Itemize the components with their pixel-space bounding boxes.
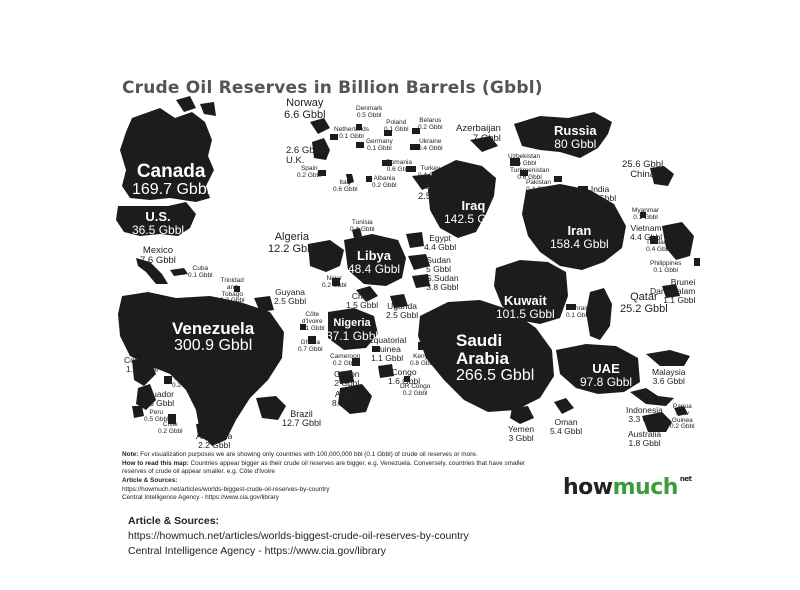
label-venezuela-value: 300.9 Gbbl [173, 336, 253, 354]
label-denmark-value: 0.5 Gbbl [356, 111, 382, 119]
label-ghana [298, 340, 323, 354]
shape-yemen [510, 406, 534, 424]
label-qatar [620, 292, 668, 315]
shape-malaysia [646, 350, 690, 366]
label-colombia [124, 356, 160, 374]
label-uk-value: 2.6 Gbbl [286, 145, 322, 156]
label-sudan [426, 256, 451, 274]
label-turkey [418, 166, 443, 180]
label-ghana-value: 0.7 Gbbl [298, 345, 323, 353]
label-egypt [424, 234, 456, 252]
label-uzbekistan-value: 0.6 Gbbl [511, 159, 537, 167]
label-eqguinea-value: 1.1 Gbbl [371, 352, 404, 363]
label-cotedivoire-name: Côte d'Ivoire [301, 311, 323, 325]
label-cameroon-value: 0.2 Gbbl [332, 359, 358, 367]
label-chad [346, 292, 378, 310]
label-philippines [650, 261, 681, 275]
label-colombia-value: 1.7 Gbbl [125, 363, 159, 374]
label-italy-name: Italy [339, 179, 352, 186]
label-kenya-value: 0.8 Gbbl [410, 359, 435, 367]
label-bahrain-value: 0.1 Gbbl [566, 311, 591, 319]
shape-canada-arctic [176, 96, 216, 116]
label-venezuela [172, 320, 254, 355]
label-oman [550, 418, 582, 436]
label-india [584, 185, 616, 203]
howto-line [122, 460, 542, 477]
label-ukraine-value: 0.4 Gbbl [418, 144, 443, 152]
label-pakistan [526, 180, 551, 194]
map-title: Crude Oil Reserves in Billion Barrels (Gbbl) [122, 78, 543, 98]
label-kuwait-name: Kuwait [504, 293, 547, 308]
label-netherlands-name: Netherlands [334, 126, 370, 133]
label-brazil-name: Brazil [290, 409, 313, 419]
label-russia-name: Russia [554, 123, 597, 138]
shape-philippines [694, 258, 700, 266]
label-bahrain [566, 306, 591, 320]
label-ukraine [418, 139, 443, 153]
label-qatar-value: 25.2 Gbbl [620, 302, 668, 315]
label-guyana-name: Guyana [275, 287, 305, 297]
label-brunei-name: Brunei Darussalam [650, 277, 696, 296]
label-drcongo-value: 0.2 Gbbl [402, 389, 428, 397]
label-malaysia-name: Malaysia [652, 367, 686, 377]
label-sudan-name: Sudan [426, 255, 451, 265]
label-chile-value: 0.2 Gbbl [158, 427, 183, 435]
label-peru-value: 0.5 Gbbl [144, 415, 169, 423]
label-ecuador-value: 8.3 Gbbl [142, 397, 175, 408]
label-pakistan-name: Pakistan [526, 179, 551, 186]
label-bolivia-value: 0.2 Gbbl [172, 381, 197, 389]
label-ghana-name: Ghana [300, 339, 321, 346]
label-iraq-name: Iraq [461, 198, 486, 213]
label-niger [322, 276, 347, 290]
label-kenya [410, 354, 435, 368]
label-myanmar [632, 208, 659, 222]
label-thailand-name: Thailand [646, 239, 671, 246]
label-syria [418, 182, 454, 202]
label-oman-value: 5.4 Gbbl [550, 425, 583, 436]
label-norway-name: Norway [286, 97, 324, 109]
label-canada [132, 162, 210, 199]
label-philippines-value: 0.1 Gbbl [653, 266, 678, 274]
notes-sources-label [122, 477, 542, 486]
label-algeria [268, 232, 316, 255]
label-uk [286, 146, 322, 166]
label-cameroon [330, 354, 360, 368]
logo-much: much [612, 475, 678, 500]
label-iran [550, 224, 609, 250]
logo-how: how [563, 475, 613, 500]
label-angola-value: 8.3 Gbbl [332, 397, 365, 408]
label-uganda-name: Uganda [387, 301, 417, 311]
label-colombia-name: Colombia [124, 355, 160, 365]
label-denmark-name: Denmark [356, 105, 383, 112]
label-tunisia [350, 220, 375, 234]
label-ecuador-name: Ecuador [142, 389, 174, 399]
notes-sources-label-text: Article & Sources: [122, 476, 178, 484]
notes-source-2: Central Intelligence Agency - https://www.cia.gov/library [122, 494, 279, 502]
label-pakistan-value: 0.4 Gbbl [526, 185, 551, 193]
label-russia-value: 80 Gbbl [554, 136, 597, 151]
label-saudi-value: 266.5 Gbbl [456, 366, 535, 384]
label-ssudan-value: 3.8 Gbbl [426, 281, 459, 292]
label-angola-name: Angola [334, 389, 362, 399]
label-trinidad [220, 278, 245, 305]
label-cuba [188, 266, 213, 280]
label-azerbaijan-name: Azerbaijan [456, 123, 501, 134]
shape-pakistan [554, 176, 562, 182]
label-malaysia [652, 368, 686, 386]
sources-block [128, 514, 469, 560]
label-china [622, 160, 663, 180]
label-png-value: 0.2 Gbbl [670, 423, 695, 431]
label-uk-name: U.K. [286, 154, 305, 166]
label-albania-value: 0.2 Gbbl [372, 181, 397, 189]
label-us-value: 36.5 Gbbl [132, 222, 185, 237]
label-brazil [282, 410, 321, 429]
label-cuba-name: Cuba [192, 265, 209, 272]
label-uganda-value: 2.5 Gbbl [386, 309, 419, 320]
label-bolivia-name: Bolivia [174, 375, 194, 382]
label-iran-value: 158.4 Gbbl [550, 236, 609, 251]
label-norway [284, 98, 326, 121]
label-venezuela-name: Venezuela [172, 319, 255, 338]
label-argentina-name: Argentina [196, 431, 233, 441]
label-spain [297, 166, 322, 180]
label-chad-value: 1.5 Gbbl [346, 299, 379, 310]
label-turkmenistan-name: Turkmenistan [510, 167, 550, 174]
logo-net: net [679, 475, 692, 483]
label-libya [348, 249, 400, 275]
label-guyana [274, 288, 306, 306]
label-egypt-value: 4.4 Gbbl [424, 241, 457, 252]
label-belarus-value: 0.2 Gbbl [418, 123, 443, 131]
label-belarus-name: Belarus [419, 117, 442, 124]
notes-block [122, 451, 542, 503]
label-mexico-value: 7.6 Gbbl [140, 254, 176, 266]
label-guyana-value: 2.5 Gbbl [274, 295, 307, 306]
label-angola [332, 390, 364, 408]
howto-text: Countries appear bigger as their crude oil reserves are bigger. e.g. Venezuela. Conversely, countries that have smaller reserves of crude oil appear smaller. e.g. Côte d'Ivoire [122, 459, 526, 476]
label-egypt-name: Egypt [429, 233, 451, 243]
label-gabon-name: Gabon [334, 369, 360, 379]
label-turkey-value: 0.4 Gbbl [418, 171, 443, 179]
label-kuwait-value: 101.5 Gbbl [496, 306, 555, 321]
label-trinidad-value: 0.2 Gbbl [220, 297, 245, 305]
label-uganda [386, 302, 418, 320]
label-gabon [334, 370, 360, 388]
source-link-1[interactable]: https://howmuch.net/articles/worlds-biggest-crude-oil-reserves-by-country [128, 530, 469, 543]
label-malaysia-value: 3.6 Gbbl [652, 375, 685, 386]
label-turkey-name: Turkey [420, 165, 441, 172]
label-uae-value: 97.8 Gbbl [580, 374, 633, 389]
label-vietnam-value: 4.4 Gbbl [630, 231, 663, 242]
label-png [670, 404, 695, 431]
label-germany [366, 139, 393, 153]
shape-kenya [418, 342, 428, 350]
source-link-2[interactable]: Central Intelligence Agency - https://www.cia.gov/library [128, 545, 386, 558]
label-ssudan [426, 274, 459, 292]
label-germany-value: 0.1 Gbbl [367, 144, 392, 152]
label-mexico [140, 246, 176, 266]
label-niger-value: 0.2 Gbbl [322, 281, 347, 289]
label-norway-value: 6.6 Gbbl [284, 108, 326, 121]
label-indonesia-value: 3.3 Gbbl [628, 413, 661, 424]
label-netherlands [334, 127, 369, 141]
label-australia-value: 1.8 Gbbl [628, 437, 661, 448]
label-spain-value: 0.2 Gbbl [297, 171, 322, 179]
label-azerbaijan-value: 7 Gbbl [472, 132, 501, 144]
label-albania [372, 176, 397, 190]
label-chad-name: Chad [351, 291, 373, 301]
label-ssudan-name: S.Sudan [426, 273, 459, 283]
label-china-name: China [630, 168, 656, 180]
label-indonesia-name: Indonesia [626, 405, 663, 415]
label-poland [384, 120, 409, 134]
label-canada-name: Canada [136, 161, 206, 182]
label-trinidad-name: Trinidad and Tobago [220, 277, 244, 298]
label-eqguinea [368, 336, 406, 363]
label-qatar-name: Qatar [630, 291, 658, 303]
label-brazil-value: 12.7 Gbbl [282, 418, 322, 429]
label-iraq-value: 142.5 Gbbl [444, 211, 503, 226]
label-romania-value: 0.6 Gbbl [386, 165, 412, 173]
label-indonesia [626, 406, 663, 424]
label-bahrain-name: Bahrain [567, 305, 590, 312]
label-ukraine-name: Ukraine [419, 138, 442, 145]
label-canada-value: 169.7 Gbbl [132, 180, 211, 198]
notes-source-1: https://howmuch.net/articles/worlds-biggest-crude-oil-reserves-by-country [122, 485, 330, 493]
label-argentina [196, 432, 232, 450]
label-congo-value: 1.6 Gbbl [388, 375, 421, 386]
label-png-name: Papua New Guinea [671, 403, 693, 424]
label-chile [158, 422, 183, 436]
label-tunisia-name: Tunisia [351, 219, 373, 226]
label-vietnam-name: Vietnam [630, 223, 662, 233]
label-philippines-name: Philippines [650, 260, 682, 267]
label-iran-name: Iran [567, 223, 592, 238]
label-albania-name: Albania [373, 175, 396, 182]
label-ecuador [142, 390, 174, 408]
label-azerbaijan [456, 124, 501, 144]
label-australia [628, 430, 661, 448]
label-algeria-name: Algeria [274, 231, 309, 243]
label-saudi-name: Saudi Arabia [456, 331, 509, 368]
label-italy [333, 180, 358, 194]
label-turkmenistan-value: 0.6 Gbbl [517, 173, 542, 181]
label-libya-name: Libya [357, 248, 391, 263]
label-chile-name: Chile [162, 421, 178, 428]
label-tunisia-value: 0.4 Gbbl [350, 225, 375, 233]
label-netherlands-value: 0.1 Gbbl [339, 132, 364, 140]
label-cotedivoire-value: 0.1 Gbbl [300, 324, 325, 332]
label-thailand [646, 240, 671, 254]
label-algeria-value: 12.2 Gbbl [268, 242, 316, 255]
label-romania-name: Romania [386, 159, 413, 166]
label-syria-name: Syria [425, 181, 447, 192]
label-germany-name: Germany [366, 138, 393, 145]
label-poland-name: Poland [386, 119, 407, 126]
label-italy-value: 0.6 Gbbl [333, 185, 358, 193]
label-uzbekistan-name: Uzbekistan [508, 153, 541, 160]
label-sudan-value: 5 Gbbl [426, 263, 452, 274]
label-uzbekistan [508, 154, 540, 168]
shape-bolivia [164, 376, 172, 384]
shape-egypt [406, 232, 424, 248]
label-myanmar-value: 0.1 Gbbl [633, 213, 658, 221]
label-kuwait [496, 294, 555, 320]
label-gabon-value: 2 Gbbl [334, 377, 360, 388]
label-saudi [456, 332, 534, 384]
label-bolivia [172, 376, 197, 390]
shape-indonesia [630, 388, 674, 406]
shape-germany [356, 142, 364, 148]
label-argentina-value: 2.2 Gbbl [198, 439, 231, 450]
label-oman-name: Oman [554, 417, 578, 427]
howto-label: How to read this map: [122, 459, 189, 467]
howmuch-logo [563, 475, 691, 500]
label-libya-value: 48.4 Gbbl [348, 261, 401, 276]
label-brunei-value: 1.1 Gbbl [663, 294, 696, 305]
label-mexico-name: Mexico [142, 245, 173, 256]
label-india-value: 4.5 Gbbl [584, 192, 617, 203]
label-us [132, 210, 184, 236]
label-cuba-value: 0.1 Gbbl [188, 271, 213, 279]
note-label: Note: [122, 451, 139, 458]
label-kenya-name: Kenya [413, 353, 432, 360]
label-india-name: India [590, 184, 610, 194]
label-uae-name: UAE [592, 361, 620, 376]
label-russia [554, 124, 597, 150]
label-congo-name: Congo [391, 367, 417, 377]
label-us-name: U.S. [145, 209, 171, 224]
label-drcongo [400, 384, 430, 398]
label-yemen-name: Yemen [508, 424, 535, 434]
note-line [122, 451, 542, 460]
label-eqguinea-name: Equatorial Guinea [368, 335, 407, 354]
label-australia-name: Australia [628, 429, 662, 439]
label-yemen [508, 425, 534, 443]
label-syria-value: 2.5 Gbbl [418, 190, 454, 202]
label-myanmar-name: Myanmar [632, 207, 660, 214]
label-poland-value: 0.1 Gbbl [384, 125, 409, 133]
label-nigeria-value: 37.1 Gbbl [326, 328, 379, 343]
label-niger-name: Niger [326, 275, 343, 282]
label-drcongo-name: DR Congo [400, 383, 431, 390]
sources-label: Article & Sources: [128, 515, 220, 527]
label-iraq [444, 199, 503, 225]
label-thailand-value: 0.4 Gbbl [646, 245, 671, 253]
shape-oman [554, 398, 574, 414]
label-china-value: 25.6 Gbbl [622, 159, 664, 170]
label-uae [580, 362, 632, 388]
label-cameroon-name: Cameroon [330, 353, 361, 360]
shape-cuba [170, 268, 188, 276]
label-nigeria-name: Nigeria [333, 317, 371, 329]
label-romania [386, 160, 412, 174]
label-belarus [418, 118, 443, 132]
label-yemen-value: 3 Gbbl [508, 432, 534, 443]
label-denmark [356, 106, 382, 120]
note-text: For visualization purposes we are showing only countries with 100,000,000 bbl (0.1 Gbbl) of crude oil reserves or more. [140, 451, 478, 458]
label-peru-name: Peru [149, 409, 164, 416]
label-cotedivoire [300, 312, 325, 332]
label-spain-name: Spain [300, 165, 318, 172]
